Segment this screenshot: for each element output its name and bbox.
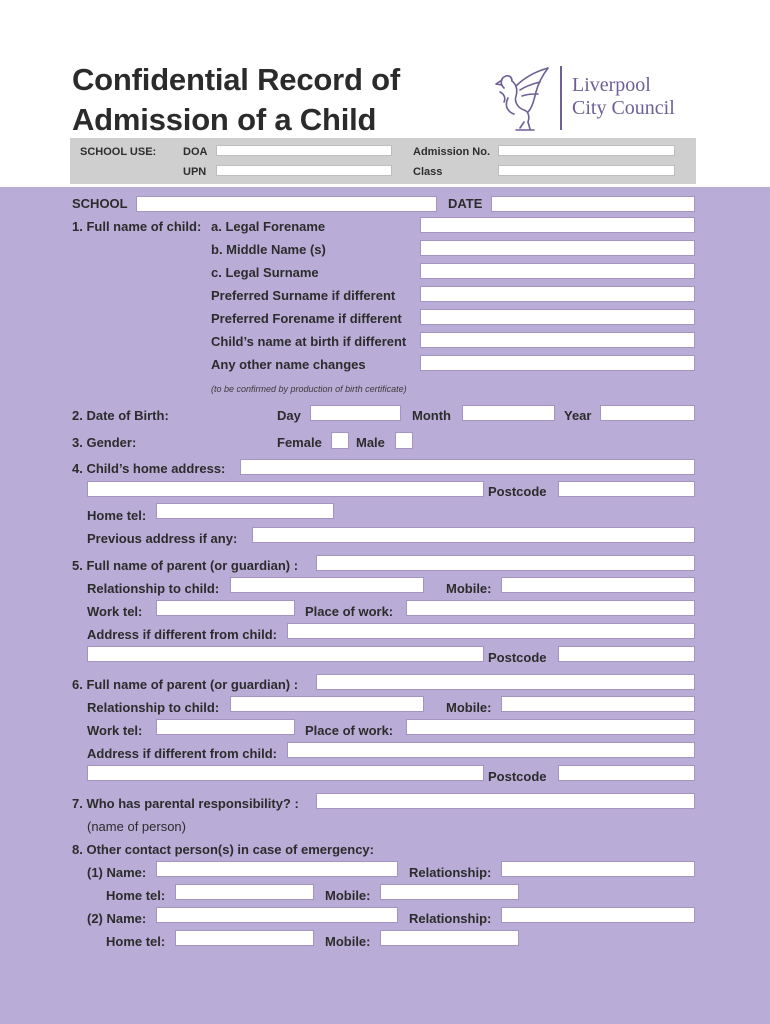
contact1-mobile-label: Mobile:	[325, 888, 371, 903]
parent2-place-of-work-label: Place of work:	[305, 723, 394, 738]
doa-field[interactable]	[216, 145, 392, 156]
contact1-name-field[interactable]	[156, 861, 398, 877]
male-checkbox[interactable]	[395, 432, 413, 449]
home-tel-field[interactable]	[156, 503, 334, 519]
other-names-field[interactable]	[420, 355, 695, 371]
birth-name-field[interactable]	[420, 332, 695, 348]
parent2-relationship-label: Relationship to child:	[87, 700, 220, 715]
parent2-place-of-work-field[interactable]	[406, 719, 695, 735]
school-use-label: SCHOOL USE:	[80, 146, 157, 158]
contact2-relationship-label: Relationship:	[409, 911, 492, 926]
q4-label: 4. Child’s home address:	[72, 461, 226, 476]
parent1-address-label: Address if different from child:	[87, 627, 277, 642]
parent1-address-field-2[interactable]	[87, 646, 484, 662]
q6-label: 6. Full name of parent (or guardian) :	[72, 677, 299, 692]
preferred-forename-field[interactable]	[420, 309, 695, 325]
year-label: Year	[564, 408, 592, 423]
school-field[interactable]	[136, 196, 437, 212]
parent1-place-of-work-label: Place of work:	[305, 604, 394, 619]
day-field[interactable]	[310, 405, 401, 421]
parent1-place-of-work-field[interactable]	[406, 600, 695, 616]
school-use-panel	[70, 138, 696, 184]
parent2-relationship-field[interactable]	[230, 696, 424, 712]
contact1-home-tel-label: Home tel:	[106, 888, 166, 903]
form-title	[72, 60, 400, 140]
parent2-work-tel-field[interactable]	[156, 719, 295, 735]
logo-divider	[560, 66, 562, 130]
contact2-mobile-label: Mobile:	[325, 934, 371, 949]
day-label: Day	[277, 408, 301, 423]
form-body	[0, 187, 770, 1024]
doa-label: DOA	[183, 146, 208, 158]
liver-bird-icon	[494, 66, 552, 134]
contact2-mobile-field[interactable]	[380, 930, 519, 946]
previous-address-label: Previous address if any:	[87, 531, 238, 546]
form-title-line-2: Admission of a Child	[72, 102, 377, 137]
form-title-line-1: Confidential Record of	[72, 62, 400, 97]
admission-no-label: Admission No.	[413, 146, 491, 158]
parent2-address-field-1[interactable]	[287, 742, 695, 758]
parent1-postcode-field[interactable]	[558, 646, 695, 662]
birth-certificate-note: (to be confirmed by production of birth certificate)	[211, 384, 407, 394]
previous-address-field[interactable]	[252, 527, 695, 543]
contact1-name-label: (1) Name:	[87, 865, 147, 880]
legal-surname-label: c. Legal Surname	[211, 265, 319, 280]
parent1-relationship-label: Relationship to child:	[87, 581, 220, 596]
q3-label: 3. Gender:	[72, 435, 137, 450]
upn-field[interactable]	[216, 165, 392, 176]
parent2-mobile-field[interactable]	[501, 696, 695, 712]
female-checkbox[interactable]	[331, 432, 349, 449]
parent2-address-field-2[interactable]	[87, 765, 484, 781]
parent1-name-field[interactable]	[316, 555, 695, 571]
admission-no-field[interactable]	[498, 145, 675, 156]
middle-name-field[interactable]	[420, 240, 695, 256]
contact2-home-tel-label: Home tel:	[106, 934, 166, 949]
parent2-mobile-label: Mobile:	[446, 700, 492, 715]
contact2-name-field[interactable]	[156, 907, 398, 923]
council-name-line-2: City Council	[572, 97, 675, 119]
parent2-postcode-field[interactable]	[558, 765, 695, 781]
class-label: Class	[413, 166, 443, 178]
q8-label: 8. Other contact person(s) in case of emergency:	[72, 842, 374, 857]
upn-label: UPN	[183, 166, 207, 178]
preferred-surname-field[interactable]	[420, 286, 695, 302]
parent1-work-tel-field[interactable]	[156, 600, 295, 616]
contact1-home-tel-field[interactable]	[175, 884, 314, 900]
postcode-field-home[interactable]	[558, 481, 695, 497]
parent1-mobile-label: Mobile:	[446, 581, 492, 596]
council-name	[572, 74, 675, 120]
q5-label: 5. Full name of parent (or guardian) :	[72, 558, 299, 573]
preferred-forename-label: Preferred Forename if different	[211, 311, 402, 326]
parent2-address-label: Address if different from child:	[87, 746, 277, 761]
month-field[interactable]	[462, 405, 555, 421]
legal-forename-field[interactable]	[420, 217, 695, 233]
parent2-postcode-label: Postcode	[488, 769, 547, 784]
male-label: Male	[356, 435, 385, 450]
other-names-label: Any other name changes	[211, 357, 366, 372]
home-address-field-1[interactable]	[240, 459, 695, 475]
date-label: DATE	[448, 196, 483, 211]
month-label: Month	[412, 408, 451, 423]
contact2-relationship-field[interactable]	[501, 907, 695, 923]
postcode-label-home: Postcode	[488, 484, 547, 499]
parent2-work-tel-label: Work tel:	[87, 723, 143, 738]
parent2-name-field[interactable]	[316, 674, 695, 690]
q2-label: 2. Date of Birth:	[72, 408, 169, 423]
parent1-work-tel-label: Work tel:	[87, 604, 143, 619]
contact2-home-tel-field[interactable]	[175, 930, 314, 946]
parent1-mobile-field[interactable]	[501, 577, 695, 593]
q7-label: 7. Who has parental responsibility? :	[72, 796, 299, 811]
legal-forename-label: a. Legal Forename	[211, 219, 326, 234]
birth-name-label: Child’s name at birth if different	[211, 334, 407, 349]
female-label: Female	[277, 435, 322, 450]
middle-name-label: b. Middle Name (s)	[211, 242, 326, 257]
preferred-surname-label: Preferred Surname if different	[211, 288, 396, 303]
legal-surname-field[interactable]	[420, 263, 695, 279]
class-field[interactable]	[498, 165, 675, 176]
contact1-relationship-label: Relationship:	[409, 865, 492, 880]
parental-responsibility-field[interactable]	[316, 793, 695, 809]
home-address-field-2[interactable]	[87, 481, 484, 497]
year-field[interactable]	[600, 405, 695, 421]
contact1-relationship-field[interactable]	[501, 861, 695, 877]
parent1-relationship-field[interactable]	[230, 577, 424, 593]
school-label: SCHOOL	[72, 196, 128, 211]
parent1-postcode-label: Postcode	[488, 650, 547, 665]
q1-label: 1. Full name of child:	[72, 219, 202, 234]
contact2-name-label: (2) Name:	[87, 911, 147, 926]
contact1-mobile-field[interactable]	[380, 884, 519, 900]
parent1-address-field-1[interactable]	[287, 623, 695, 639]
name-of-person-note: (name of person)	[87, 819, 186, 834]
date-field[interactable]	[491, 196, 695, 212]
council-name-line-1: Liverpool	[572, 74, 651, 96]
home-tel-label: Home tel:	[87, 508, 147, 523]
